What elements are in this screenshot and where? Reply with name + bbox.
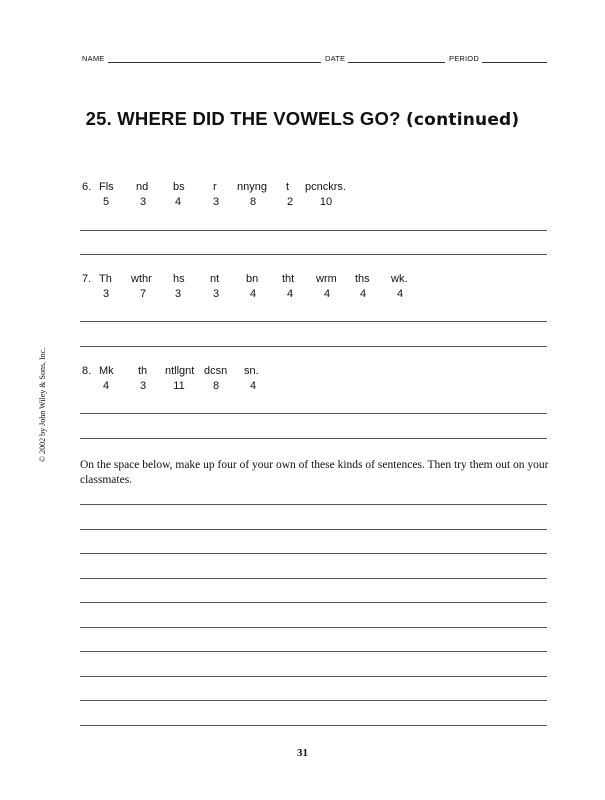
writing-line[interactable] [80, 700, 547, 701]
letter-count: 4 [323, 288, 331, 300]
puzzle-word: tht [282, 273, 295, 285]
puzzle-word: bs [173, 181, 185, 193]
puzzle-word: wk. [391, 273, 408, 285]
writing-line[interactable] [80, 553, 547, 554]
writing-line[interactable] [80, 602, 547, 603]
letter-count: 2 [286, 196, 294, 208]
letter-count: 4 [396, 288, 404, 300]
answer-line[interactable] [80, 346, 547, 347]
puzzle-word: ntllgnt [165, 365, 195, 377]
letter-count: 11 [173, 380, 185, 392]
answer-line[interactable] [80, 321, 547, 322]
date-label: DATE [325, 54, 346, 63]
answer-line[interactable] [80, 438, 547, 439]
letter-count: 4 [249, 288, 257, 300]
date-field[interactable] [348, 62, 445, 63]
puzzle-word: dcsn [204, 365, 228, 377]
writing-line[interactable] [80, 627, 547, 628]
puzzle-word: wthr [131, 273, 152, 285]
puzzle-word: sn. [244, 365, 259, 377]
puzzle-word: Th [99, 273, 112, 285]
writing-line[interactable] [80, 651, 547, 652]
puzzle-word: t [286, 181, 290, 193]
period-label: PERIOD [449, 54, 479, 63]
letter-count: 3 [139, 196, 147, 208]
letter-count: 4 [286, 288, 294, 300]
puzzle-word: r [213, 181, 217, 193]
letter-count: 8 [212, 380, 220, 392]
name-field[interactable] [108, 62, 321, 63]
letter-count: 4 [359, 288, 367, 300]
item-number: 8. [82, 365, 92, 377]
letter-count: 3 [139, 380, 147, 392]
puzzle-word: pcnckrs. [305, 181, 346, 193]
page-title [0, 108, 605, 130]
letter-count: 8 [249, 196, 257, 208]
letter-count: 3 [212, 288, 220, 300]
letter-count: 5 [102, 196, 110, 208]
answer-line[interactable] [80, 230, 547, 231]
puzzle-word: hs [173, 273, 185, 285]
answer-line[interactable] [80, 254, 547, 255]
puzzle-word: Mk [99, 365, 114, 377]
writing-line[interactable] [80, 676, 547, 677]
period-field[interactable] [482, 62, 547, 63]
letter-count: 10 [319, 196, 333, 208]
instructions-text: On the space below, make up four of your own of these kinds of sentences. Then try them out on your classmates. [80, 459, 549, 486]
puzzle-word: Fls [99, 181, 114, 193]
writing-line[interactable] [80, 725, 547, 726]
letter-count: 4 [174, 196, 182, 208]
name-label: NAME [82, 54, 105, 63]
letter-count: 3 [212, 196, 220, 208]
puzzle-word: bn [246, 273, 259, 285]
puzzle-word: ths [355, 273, 370, 285]
title-main: 25. WHERE DID THE VOWELS GO? [85, 108, 401, 129]
puzzle-word: nnyng [237, 181, 267, 193]
letter-count: 4 [249, 380, 257, 392]
writing-line[interactable] [80, 578, 547, 579]
puzzle-word: nd [136, 181, 149, 193]
item-number: 7. [82, 273, 92, 285]
letter-count: 7 [139, 288, 147, 300]
puzzle-word: th [138, 365, 148, 377]
answer-line[interactable] [80, 413, 547, 414]
letter-count: 3 [174, 288, 182, 300]
puzzle-word: nt [210, 273, 220, 285]
letter-count: 4 [102, 380, 110, 392]
writing-line[interactable] [80, 529, 547, 530]
letter-count: 3 [102, 288, 110, 300]
puzzle-word: wrm [316, 273, 337, 285]
item-number: 6. [82, 181, 92, 193]
writing-line[interactable] [80, 504, 547, 505]
page-number: 31 [297, 747, 308, 759]
copyright-credit: © 2002 by John Wiley & Sons, Inc. [38, 347, 47, 462]
title-suffix: (continued) [405, 110, 520, 130]
